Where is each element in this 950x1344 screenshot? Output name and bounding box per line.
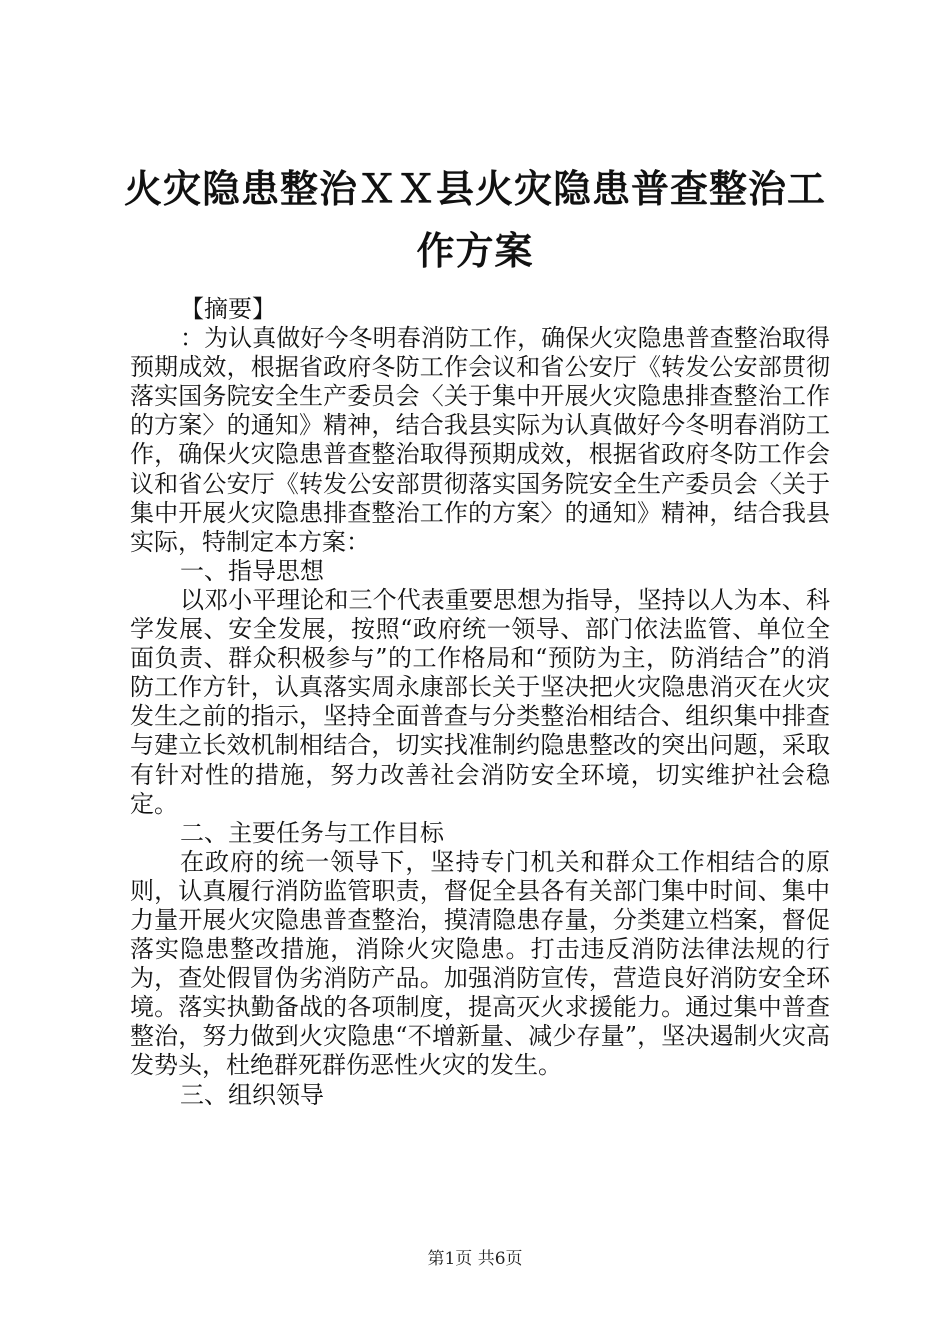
abstract-label: 【摘要】: [180, 295, 276, 323]
document-title: 火灾隐患整治ＸＸ县火灾隐患普查整治工作方案: [123, 166, 826, 273]
section-heading-guiding-thought: 一、指导思想: [180, 556, 324, 585]
document-body: [130, 295, 830, 1110]
abstract-text: ：为认真做好今冬明春消防工作，确保火灾隐患普查整治取得预期成效，根据省政府冬防工作会议和省公安厅《转发公安部贯彻落实国务院安全生产委员会〈关于集中开展火灾隐患排查整治工作的方案〉的通知》精神，结合我县实际为认真做好今冬明春消防工作，确保火灾隐患普查整治取得预期成效，根据省政府冬防工作会议和省公安厅《转发公安部贯彻落实国务院安全生产委员会〈关于集中开展火灾隐患排查整治工作的方案〉的通知》精神，结合我县实际，特制定本方案：: [130, 324, 830, 556]
section-text-guiding-thought: 以邓小平理论和三个代表重要思想为指导，坚持以人为本、科学发展、安全发展，按照“政府统一领导、部门依法监管、单位全面负责、群众积极参与”的工作格局和“预防为主，防消结合”的消防工作方针，认真落实周永康部长关于坚决把火灾隐患消灭在火灾发生之前的指示，坚持全面普查与分类整治相结合、组织集中排查与建立长效机制相结合，切实找准制约隐患整改的突出问题，采取有针对性的措施，努力改善社会消防安全环境，切实维护社会稳定。: [130, 585, 830, 818]
section-heading-main-tasks: 二、主要任务与工作目标: [180, 818, 444, 847]
section-heading-organization: 三、组织领导: [180, 1080, 324, 1109]
page-number-footer: 第1页 共6页: [427, 1249, 523, 1269]
section-text-main-tasks: 在政府的统一领导下，坚持专门机关和群众工作相结合的原则，认真履行消防监管职责，督促全县各有关部门集中时间、集中力量开展火灾隐患普查整治，摸清隐患存量，分类建立档案，督促落实隐患整改措施，消除火灾隐患。打击违反消防法律法规的行为，查处假冒伪劣消防产品。加强消防宣传，营造良好消防安全环境。落实执勤备战的各项制度，提高灭火求援能力。通过集中普查整治，努力做到火灾隐患“不增新量、减少存量”，坚决遏制火灾高发势头，杜绝群死群伤恶性火灾的发生。: [130, 847, 830, 1080]
